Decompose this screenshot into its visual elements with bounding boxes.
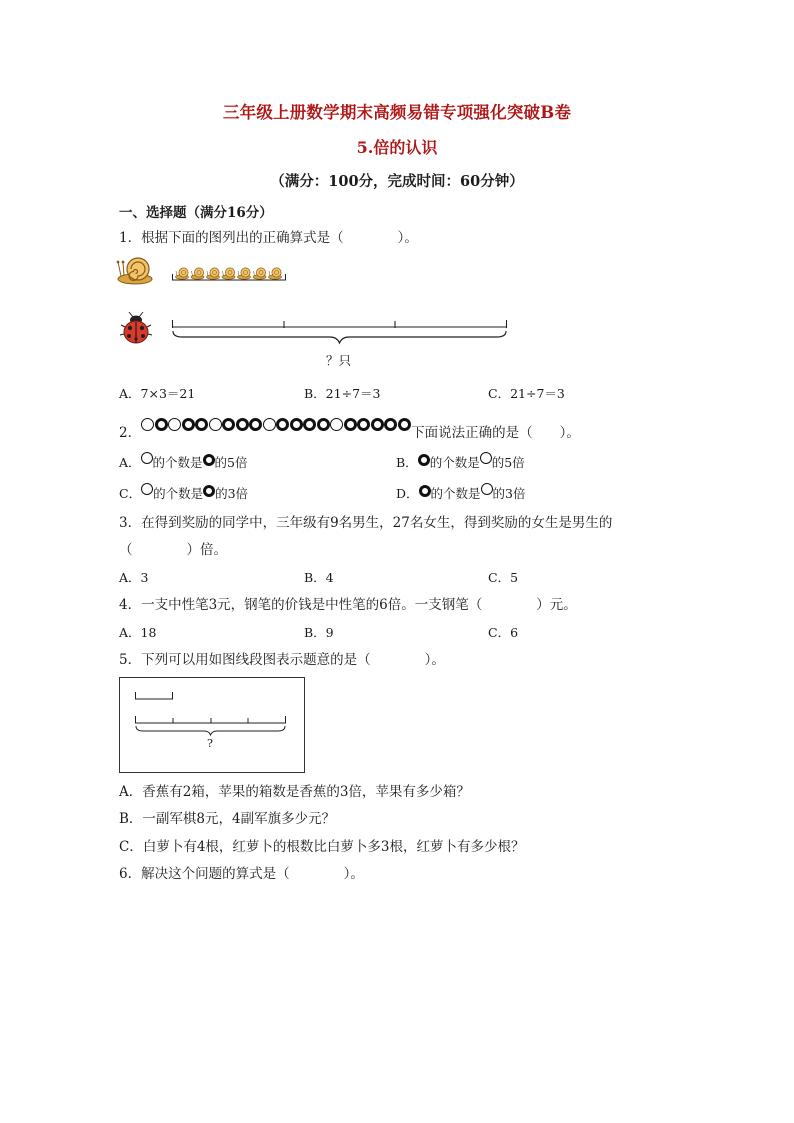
q3-option-c[interactable]: C．5 (488, 570, 519, 585)
q5-option-c[interactable]: C．白萝卜有4根，红萝卜的根数比白萝卜多3根，红萝卜有多少根？ (119, 839, 525, 855)
dark-ring-icon (203, 485, 215, 497)
dark-ring-icon (418, 454, 430, 466)
q2-option-d[interactable]: D． 的个数是 的3倍 (396, 486, 526, 502)
section-heading: 一、选择题（满分16分） (119, 205, 273, 221)
document-title: 三年级上册数学期末高频易错专项强化突破B卷 (222, 103, 572, 122)
dark-ring-icon (236, 418, 249, 431)
q1-option-a[interactable]: A．7×3＝21 (119, 386, 196, 401)
q4-option-b[interactable]: B．9 (304, 625, 334, 640)
q1-brace-label: ？只 (326, 353, 352, 368)
ring-icon (209, 418, 222, 431)
question-6-stem: 6．解决这个问题的算式是（ ）。 (119, 866, 364, 882)
question-1-stem: 1．根据下面的图列出的正确算式是（ ）。 (119, 230, 418, 246)
q2-option-b[interactable]: B． 的个数是 的5倍 (396, 455, 525, 471)
ring-icon (263, 418, 276, 431)
ring-icon (168, 418, 181, 431)
q2-number: 2． (119, 425, 142, 441)
ladybug-icon (120, 311, 152, 345)
q1-option-b[interactable]: B．21÷7＝3 (304, 386, 381, 401)
question-3-line2: （ ）倍。 (119, 542, 227, 558)
small-snail-icon (269, 268, 282, 279)
small-snail-icon (176, 268, 189, 279)
question-4-stem: 4．一支中性笔3元，钢笔的价钱是中性笔的6倍。一支钢笔（ ）元。 (119, 597, 577, 613)
small-snail-icon (238, 268, 251, 279)
dark-ring-icon (182, 418, 195, 431)
q2-option-c[interactable]: C． 的个数是 的3倍 (119, 486, 248, 502)
dark-ring-icon (344, 418, 357, 431)
dark-ring-icon (317, 418, 330, 431)
ring-icon (481, 483, 493, 495)
dark-ring-icon (371, 418, 384, 431)
ring-icon (141, 418, 154, 431)
snail-icon (117, 254, 153, 286)
ring-icon (141, 452, 153, 464)
q2-tail: 下面说法正确的是（ ）。 (411, 425, 580, 441)
small-snail-icon (253, 268, 266, 279)
question-2 (119, 424, 580, 442)
q5-segment-diagram (119, 677, 305, 774)
dark-ring-icon (276, 418, 289, 431)
dark-ring-icon (155, 418, 168, 431)
question-5-stem: 5．下列可以用如图线段图表示题意的是（ ）。 (119, 652, 445, 668)
document-subtitle: 5.倍的认识 (356, 138, 438, 157)
q5-diagram-question-mark: ? (207, 737, 213, 750)
ring-icon (330, 418, 343, 431)
small-snail-icon (222, 268, 235, 279)
ring-icon (141, 483, 153, 495)
q3-option-b[interactable]: B．4 (304, 570, 334, 585)
dark-ring-icon (195, 418, 208, 431)
q3-option-a[interactable]: A．3 (119, 570, 149, 585)
dark-ring-icon (203, 454, 215, 466)
q2-circle-pattern (141, 417, 411, 435)
question-3-line1: 3．在得到奖励的同学中，三年级有9名男生，27名女生，得到奖励的女生是男生的 (119, 515, 613, 531)
ring-icon (480, 452, 492, 464)
dark-ring-icon (419, 485, 431, 497)
dark-ring-icon (384, 418, 397, 431)
q5-option-a[interactable]: A．香蕉有2箱，苹果的箱数是香蕉的3倍，苹果有多少箱？ (119, 784, 470, 800)
dark-ring-icon (290, 418, 303, 431)
small-snail-icon (207, 268, 220, 279)
dark-ring-icon (249, 418, 262, 431)
q1-option-c[interactable]: C．21÷7＝3 (488, 386, 565, 401)
snail-row (172, 263, 288, 281)
q4-option-c[interactable]: C．6 (488, 625, 519, 640)
dark-ring-icon (398, 418, 411, 431)
q2-option-a[interactable]: A． 的个数是 的5倍 (119, 455, 248, 471)
dark-ring-icon (303, 418, 316, 431)
score-line: （满分：100分，完成时间：60分钟） (270, 173, 524, 190)
dark-ring-icon (357, 418, 370, 431)
q1-segment-diagram (172, 320, 512, 350)
q5-option-b[interactable]: B．一副军棋8元，4副军旗多少元？ (119, 811, 336, 827)
small-snail-icon (191, 268, 204, 279)
q4-option-a[interactable]: A．18 (119, 625, 157, 640)
dark-ring-icon (222, 418, 235, 431)
